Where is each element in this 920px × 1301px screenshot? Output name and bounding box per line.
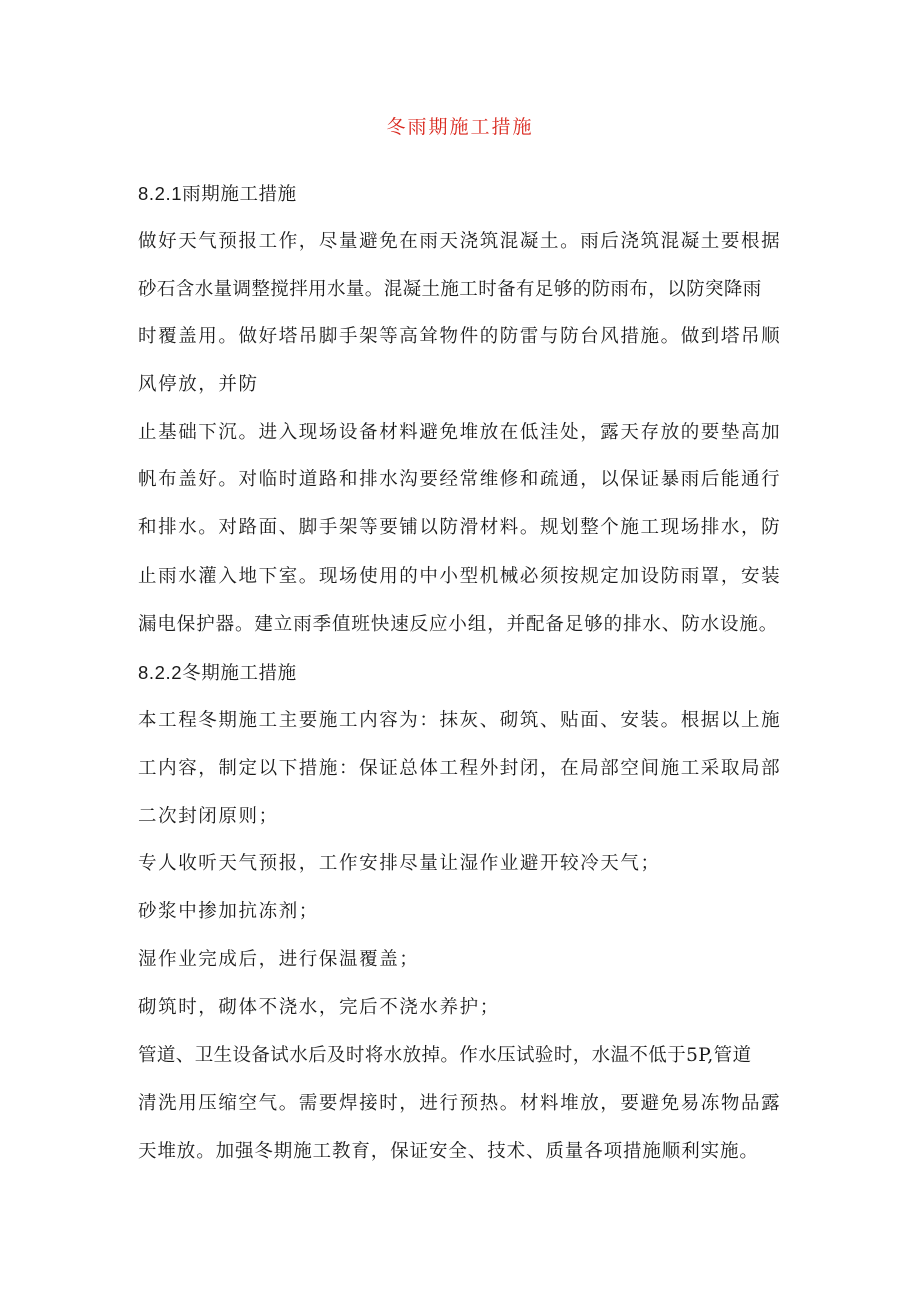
section-heading-winter: 8.2.2冬期施工措施 — [138, 662, 297, 683]
paragraph-line: 帆布盖好。对临时道路和排水沟要经常维修和疏通，以保证暴雨后能通行 — [138, 469, 782, 490]
paragraph-line: 专人收听天气预报，工作安排尽量让湿作业避开较冷天气； — [138, 853, 661, 874]
paragraph-line: 风停放，并防 — [138, 374, 259, 395]
paragraph-line: 做好天气预报工作，尽量避免在雨天浇筑混凝土。雨后浇筑混凝土要根据 — [138, 231, 782, 252]
paragraph-line: 和排水。对路面、脚手架等要铺以防滑材料。规划整个施工现场排水，防 — [138, 517, 782, 538]
paragraph-line: 管道、卫生设备试水后及时将水放掉。作水压试验时，水温不低于5P,管道 — [138, 1045, 752, 1066]
paragraph-line: 湿作业完成后，进行保温覆盖； — [138, 949, 420, 970]
paragraph-line: 砌筑时，砌体不浇水，完后不浇水养护； — [138, 997, 500, 1018]
paragraph-line: 天堆放。加强冬期施工教育，保证安全、技术、质量各项措施顺利实施。 — [138, 1141, 759, 1162]
paragraph-line: 本工程冬期施工主要施工内容为：抹灰、砌筑、贴面、安装。根据以上施 — [138, 710, 782, 731]
document-title: 冬雨期施工措施 — [386, 116, 534, 138]
paragraph-line: 止基础下沉。进入现场设备材料避免堆放在低洼处，露天存放的要垫高加 — [138, 422, 782, 443]
paragraph-line: 止雨水灌入地下室。现场使用的中小型机械必须按规定加设防雨罩，安装 — [138, 566, 782, 587]
paragraph-line: 砂石含水量调整搅拌用水量。混凝土施工时备有足够的防雨布，以防突降雨 — [138, 279, 762, 300]
paragraph-line: 清洗用压缩空气。需要焊接时，进行预热。材料堆放，要避免易冻物品露 — [138, 1093, 782, 1114]
section-heading-rain: 8.2.1雨期施工措施 — [138, 183, 297, 204]
paragraph-line: 二次封闭原则； — [138, 806, 279, 827]
paragraph-line: 工内容，制定以下措施：保证总体工程外封闭，在局部空间施工采取局部 — [138, 758, 782, 779]
paragraph-line: 时覆盖用。做好塔吊脚手架等高耸物件的防雷与防台风措施。做到塔吊顺 — [138, 326, 782, 347]
paragraph-line: 漏电保护器。建立雨季值班快速反应小组，并配备足够的排水、防水设施。 — [138, 614, 779, 635]
paragraph-line: 砂浆中掺加抗冻剂； — [138, 901, 319, 922]
